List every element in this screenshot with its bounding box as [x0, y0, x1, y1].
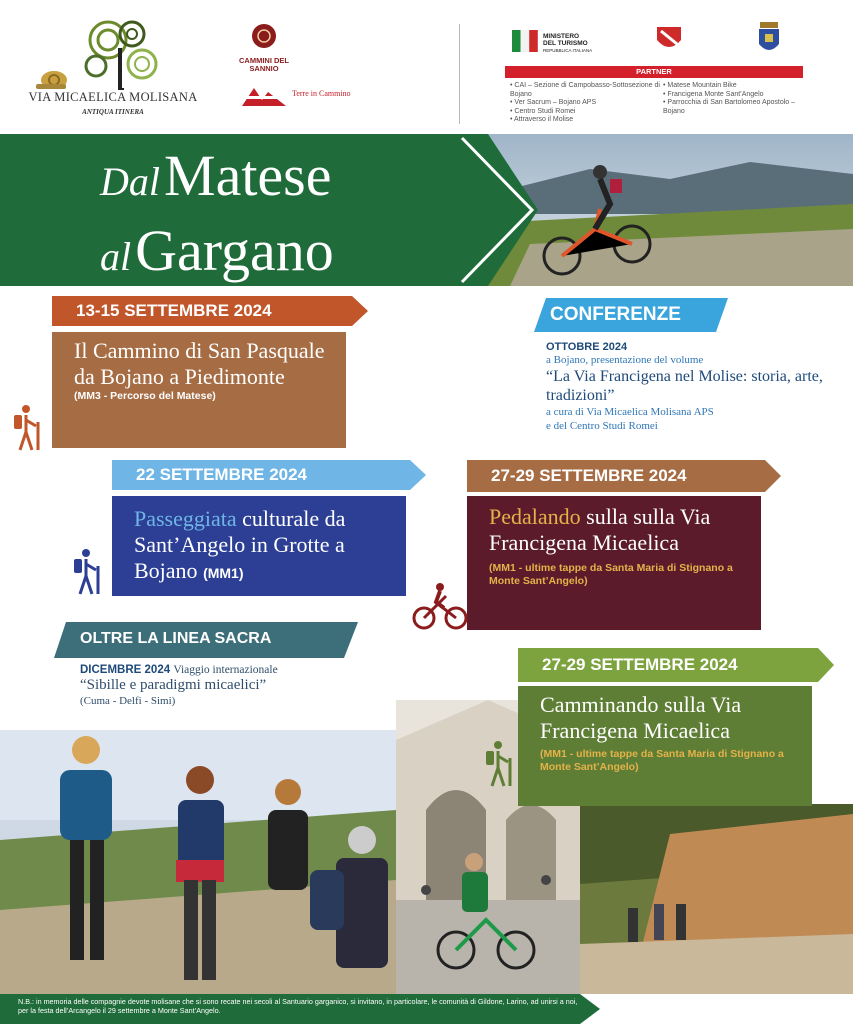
region-shield-icon [654, 24, 684, 54]
event4-block [80, 664, 380, 707]
event4-desc: Viaggio internazionale [173, 664, 278, 676]
italy-flag-icon [512, 30, 538, 52]
partner-item: • CAI – Sezione di Campobasso-Sottosezione di Bojano [510, 82, 660, 99]
cammini-label: CAMMINI DEL SANNIO [239, 56, 289, 73]
hiker-icon [72, 548, 102, 596]
main-title: Dal Matese al Gargano [100, 143, 334, 283]
conference-label: CONFERENZE [550, 304, 681, 325]
event5-note: (MM1 - ultime tappe da Santa Maria di Stignano a Monte Sant’Angelo) [540, 748, 784, 773]
logo-title: VIA MICAELICA MOLISANA [28, 90, 198, 104]
conference-line1: a Bojano, presentazione del volume [546, 354, 704, 366]
partners-right-list [663, 82, 803, 116]
event4-quote: “Sibille e paradigmi micaelici” [80, 677, 267, 693]
cyclist-icon [412, 582, 468, 630]
event3-date: 27-29 SETTEMBRE 2024 [491, 466, 687, 485]
logo-subtitle: ANTIQUA ITINERA [82, 108, 144, 116]
partner-item: • Centro Studi Romei [510, 108, 660, 117]
event3-box [467, 496, 761, 630]
partner-item: • Parrocchia di San Bartolomeo Apostolo – Bojano [663, 99, 803, 116]
partner-item: • Francigena Monte Sant’Angelo [663, 91, 803, 100]
event2-date: 22 SETTEMBRE 2024 [136, 465, 308, 484]
terre-in-cammino-logo-icon [240, 84, 288, 108]
partner-item: • Ver Sacrum – Bojano APS [510, 99, 660, 108]
municipal-crest-icon [756, 20, 782, 56]
terre-label: Terre in Cammino [292, 89, 351, 98]
event2-box [112, 496, 406, 596]
swirl-tree-icon [80, 18, 160, 90]
partner-item: • Attraverso il Molise [510, 116, 660, 125]
event3-title: Pedalando sulla sulla Via Francigena Micaelica [489, 504, 711, 555]
conference-line3: e del Centro Studi Romei [546, 420, 658, 432]
event4-places: (Cuma - Delfi - Simi) [80, 695, 176, 707]
conference-quote: “La Via Francigena nel Molise: storia, arte, tradizioni” [546, 368, 823, 404]
conference-month: OTTOBRE 2024 [546, 341, 628, 353]
conference-line2: a cura di Via Micaelica Molisana APS [546, 406, 714, 418]
logo-via-micaelica [28, 18, 198, 128]
event5-date: 27-29 SETTEMBRE 2024 [542, 655, 738, 674]
hikers-group-photo [0, 730, 396, 994]
event4-label: OLTRE LA LINEA SACRA [80, 630, 272, 647]
hiker-icon [12, 404, 42, 452]
snail-icon [34, 68, 70, 90]
event3-note: (MM1 - ultime tappe da Santa Maria di Stignano a Monte Sant’Angelo) [489, 562, 733, 587]
footer-note: N.B.: in memoria delle compagnie devote molisane che si sono recate nei secoli al Santuario garganico, si invitano, in particolare, le comunità di Gildone, Larino, ad unirsi a noi, per la festa dell’Arcangelo il 29 settembre a Monte Sant’Angelo. [18, 997, 578, 1015]
partners-left-list [510, 82, 660, 125]
trail-photo [580, 804, 853, 994]
cammini-emblem-icon [250, 22, 278, 50]
event1-title: Il Cammino di San Pasquale da Bojano a Piedimonte [74, 338, 325, 389]
hiker-icon [484, 740, 514, 788]
partner-label: PARTNER [505, 66, 803, 78]
ministero-label: MINISTERO DEL TURISMO REPUBBLICA ITALIANA [543, 33, 593, 53]
event5-box [518, 686, 812, 806]
event5-title: Camminando sulla Via Francigena Micaelica [540, 692, 742, 743]
event1-note: (MM3 - Percorso del Matese) [74, 390, 216, 402]
conference-block [546, 341, 846, 433]
partner-item: • Matese Mountain Bike [663, 82, 803, 91]
logo-cammini-sannio [238, 22, 290, 73]
event4-month: DICEMBRE 2024 [80, 664, 171, 676]
event1-date: 13-15 SETTEMBRE 2024 [76, 301, 272, 320]
event2-title: Passeggiata culturale da Sant’Angelo in Grotte a Bojano (MM1) [134, 506, 346, 583]
header-divider [459, 24, 460, 124]
event1-box [52, 332, 346, 448]
